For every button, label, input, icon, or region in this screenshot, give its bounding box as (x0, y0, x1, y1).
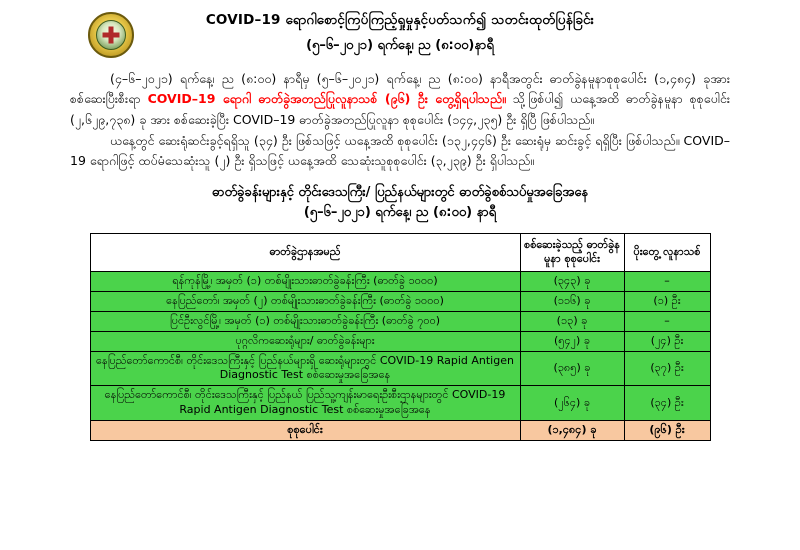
column-header-samples: စစ်ဆေးခဲ့သည့် ဓာတ်ခွဲနမူနာ စုစုပေါင်း (520, 233, 624, 272)
cell-lab-name: နေပြည်တော်ကောင်စီ၊ တိုင်းဒေသကြီးနှင့် ပြည်နယ် ပြည်သူ့ကျန်းမာရေးဦးစီးဌာနများတွင် COVID-19 Rapid Antigen Diagnostic Test စစ်ဆေးမှုအခြေအနေ (90, 386, 520, 421)
cell-samples: (၅၄၂) ခု (520, 331, 624, 351)
cell-new-cases: (၁) ဦး (624, 292, 710, 312)
table-row (90, 351, 710, 386)
cell-lab-name: ပြင်ဦးလွင်မြို့၊ အမှတ် (၁) တစ်မျိုးသားဓာတ်ခွဲခန်းကြီး (ဓာတ်ခွဲ ၇၀၀) (90, 311, 520, 331)
table-total-row (90, 421, 710, 441)
paragraph-1-part-3: သို့ဖြစ်ပါ၍ ယနေ့အထိ ဓာတ်ခွဲနမူနာ စုစုပေါင်း (၂,၆၂၉,၇၃၈) ခု အား စစ်ဆေးခဲ့ပြီး COVID–19 ဓာတ်ခွဲအတည်ပြုလူနာ စုစုပေါင်း (၁၄၄,၂၃၅) ဦး ရှိပြီ ဖြစ်ပါသည်။ (70, 91, 730, 127)
table-header-row (90, 233, 710, 272)
cell-total-label: စုစုပေါင်း (90, 421, 520, 441)
column-header-new-cases: ပိုးတွေ့ လူနာသစ် (624, 233, 710, 272)
cell-samples: (၁၃) ခု (520, 311, 624, 331)
column-header-lab-name: ဓာတ်ခွဲဌာနအမည် (90, 233, 520, 272)
section-heading-line-1: ဓာတ်ခွဲခန်းများနှင့် တိုင်းဒေသကြီး/ ပြည်နယ်များတွင် ဓာတ်ခွဲစစ်သပ်မှုအခြေအနေ (211, 185, 589, 201)
cell-lab-name: နေပြည်တော်ကောင်စီ၊ တိုင်းဒေသကြီးနှင့် ပြည်နယ်များရှိ ဆေးရုံများတွင် COVID-19 Rapid Antigen Diagnostic Test စစ်ဆေးမှုအခြေအနေ (90, 351, 520, 386)
page-subtitle: (၅–၆–၂၀၂၁) ရက်နေ့၊ ည (၈:၀၀)နာရီ (306, 38, 494, 54)
cell-lab-name: နေပြည်တော်၊ အမှတ် (၂) တစ်မျိုးသားဓာတ်ခွဲခန်းကြီး (ဓာတ်ခွဲ ၁၀၀၀) (90, 292, 520, 312)
table-row (90, 386, 710, 421)
cell-new-cases: (၃၄) ဦး (624, 386, 710, 421)
cell-lab-name: ပုဂ္ဂလိကဆေးရုံများ/ ဓာတ်ခွဲခန်းများ (90, 331, 520, 351)
cell-samples: (၃၄၃) ခု (520, 272, 624, 292)
table-row (90, 272, 710, 292)
cell-lab-name: ရန်ကုန်မြို့၊ အမှတ် (၁) တစ်မျိုးသားဓာတ်ခွဲခန်းကြီး (ဓာတ်ခွဲ ၁၀၀၀) (90, 272, 520, 292)
page-title: COVID–19 ရောဂါစောင့်ကြပ်ကြည့်ရှုမှုနှင့်ပတ်သက်၍ သတင်းထုတ်ပြန်ခြင်း (205, 12, 595, 28)
cell-samples: (၃၈၅) ခု (520, 351, 624, 386)
cell-new-cases: (၃၇) ဦး (624, 351, 710, 386)
body-text (70, 69, 730, 171)
paragraph-1-highlight: COVID–19 ရောဂါ ဓာတ်ခွဲအတည်ပြုလူနာသစ် (၉၆) ဦး တွေ့ရှိရပါသည်။ (147, 91, 506, 107)
cell-total-new-cases: (၉၆) ဦး (624, 421, 710, 441)
table-row (90, 292, 710, 312)
cell-samples: (၁၁၆) ခု (520, 292, 624, 312)
section-heading (0, 183, 800, 223)
cell-samples: (၂၆၄) ခု (520, 386, 624, 421)
paragraph-2-text: ယနေ့တွင် ဆေးရုံဆင်းခွင့်ရရှိသူ (၃၄) ဦး ဖြစ်သဖြင့် ယနေ့အထိ စုစုပေါင်း (၁၃၂,၄၄၆) ဦး ဆေးရုံမှ ဆင်းခွင့် ရရှိပြီး ဖြစ်ပါသည်။ COVID–19 ရောဂါဖြင့် ထပ်မံသေဆုံးသူ (၂) ဦး ရှိသဖြင့် ယနေ့အထိ သေဆုံးသူစုစုပေါင်း (၃,၂၃၉) ဦး ရှိပါသည်။ (70, 132, 730, 169)
lab-results-table (90, 233, 711, 441)
paragraph-1 (70, 69, 730, 130)
paragraph-2 (70, 131, 730, 172)
section-heading-line-2: (၅–၆–၂၀၂၁) ရက်နေ့၊ ည (၈:၀၀) နာရီ (303, 205, 497, 221)
seal-cross-horizontal (103, 33, 120, 38)
paragraph-1-part-1: (၄–၆–၂၀၂၁) ရက်နေ့၊ ည (၈:၀၀) နာရီမှ (၅–၆–၂၀၂၁) ရက်နေ့၊ ည (၈:၀၀) နာရီအတွင်း ဓာတ်ခွဲနမူနာစုစုပေါင်း (၁,၄၈၄) ခုအား စစ်ဆေးပြီးစီးရာ (70, 71, 730, 107)
cell-new-cases: – (624, 272, 710, 292)
table-row (90, 311, 710, 331)
ministry-seal-icon (88, 12, 134, 58)
cell-total-samples: (၁,၄၈၄) ခု (520, 421, 624, 441)
cell-new-cases: – (624, 311, 710, 331)
cell-new-cases: (၂၄) ဦး (624, 331, 710, 351)
table-row (90, 331, 710, 351)
